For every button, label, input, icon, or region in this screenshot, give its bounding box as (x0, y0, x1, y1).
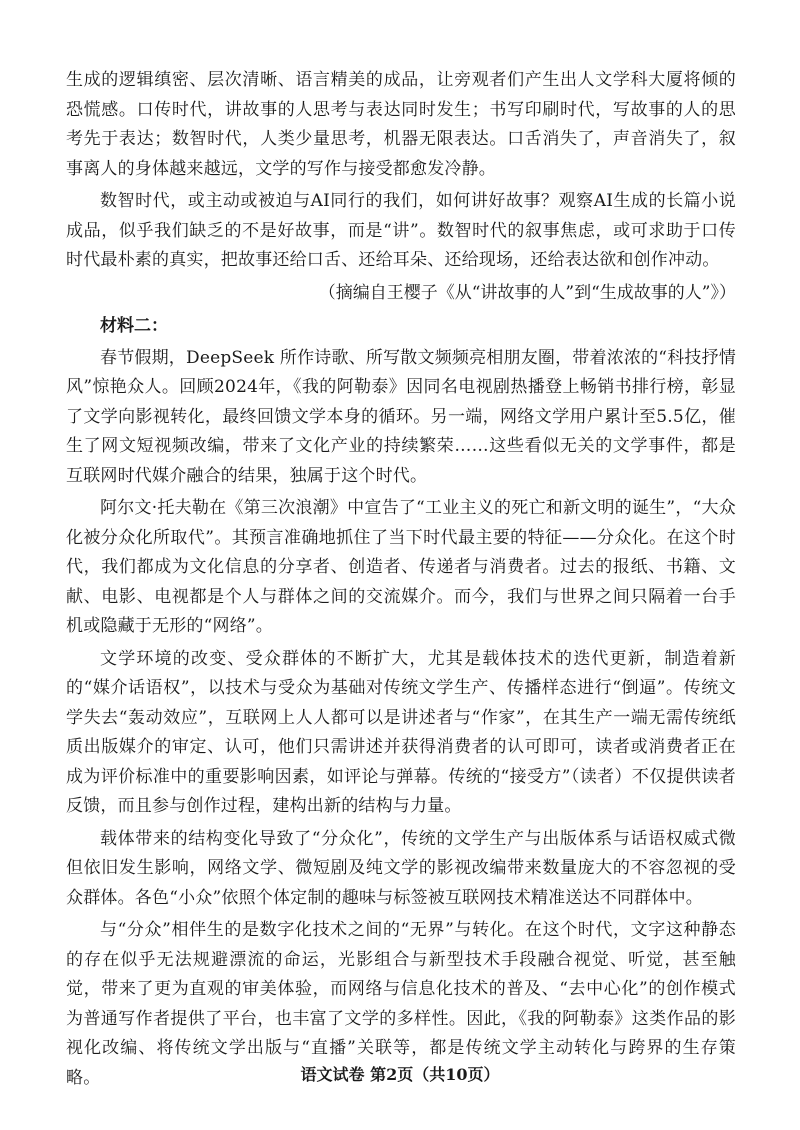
material2-paragraph-1: 春节假期，DeepSeek 所作诗歌、所写散文频频亮相朋友圈，带着浓浓的“科技抒情风”惊艳众人。回顾2024年，《我的阿勒泰》因同名电视剧热播登上畅销书排行榜，彰显了文学向影视转化，最终回馈文学本身的循环。另一端，网络文学用户累计至5.5亿，催生了网文短视频改编，带来了文化产业的持续繁荣……这些看似无关的文学事件，都是互联网时代媒介融合的结果，独属于这个时代。 (66, 347, 736, 486)
material2-paragraph-5: 与“分众”相伴生的是数字化技术之间的“无界”与转化。在这个时代，文字这种静态的存在似乎无法规避漂流的命运，光影组合与新型技术手段融合视觉、听觉，甚至触觉，带来了更为直观的审美体验，而网络与信息化技术的普及、“去中心化”的创作模式为普通写作者提供了平台，也丰富了文学的多样性。因此，《我的阿勒泰》这类作品的影视化改编、将传统文学出版与“直播”关联等，都是传统文学主动转化与跨界的生存策略。 (66, 920, 736, 1088)
material1-attribution: （摘编自王樱子《从“讲故事的人”到“生成故事的人”》） (318, 282, 736, 303)
material1-paragraph-1: 生成的逻辑缜密、层次清晰、语言精美的成品，让旁观者们产生出人文学科大厦将倾的恐慌感。口传时代，讲故事的人思考与表达同时发生；书写印刷时代，写故事的人的思考先于表达；数智时代，人类少量思考，机器无限表达。口舌消失了，声音消失了，叙事离人的身体越来越远，文学的写作与接受都愈发冷静。 (66, 70, 736, 179)
material2-paragraph-3: 文学环境的改变、受众群体的不断扩大，尤其是载体技术的迭代更新，制造着新的“媒介话语权”，以技术与受众为基础对传统文学生产、传播样态进行“倒逼”。传统文学失去“轰动效应”，互联网上人人都可以是讲述者与“作家”，在其生产一端无需传统纸质出版媒介的审定、认可，他们只需讲述并获得消费者的认可即可，读者或消费者正在成为评价标准中的重要影响因素，如评论与弹幕。传统的“接受方”（读者）不仅提供读者反馈，而且参与创作过程，建构出新的结构与力量。 (66, 648, 736, 816)
material2-paragraph-2: 阿尔文·托夫勒在《第三次浪潮》中宣告了“工业主义的死亡和新文明的诞生”，“大众化被分众化所取代”。其预言准确地抓住了当下时代最主要的特征——分众化。在这个时代，我们都成为文化信息的分享者、创造者、传递者与消费者。过去的报纸、书籍、文献、电影、电视都是个人与群体之间的交流媒介。而今，我们与世界之间只隔着一台手机或隐藏于无形的“网络”。 (66, 498, 736, 636)
material2-paragraph-4: 载体带来的结构变化导致了“分众化”，传统的文学生产与出版体系与话语权威式微但依旧发生影响，网络文学、微短剧及纯文学的影视改编带来数量庞大的不容忽视的受众群体。各色“小众”依照个体定制的趣味与标签被互联网技术精准送达不同群体中。 (66, 828, 736, 908)
material2-heading: 材料二： (100, 316, 168, 336)
page-footer: 语文试卷 第2页（共10页） (300, 1065, 500, 1084)
material1-paragraph-2: 数智时代，或主动或被迫与AI同行的我们，如何讲好故事？观察AI生成的长篇小说成品，似乎我们缺乏的不是好故事，而是“讲”。数智时代的叙事焦虑，或可求助于口传时代最朴素的真实，把故事还给口舌、还给耳朵、还给现场，还给表达欲和创作冲动。 (66, 191, 736, 270)
exam-page (66, 66, 736, 1096)
